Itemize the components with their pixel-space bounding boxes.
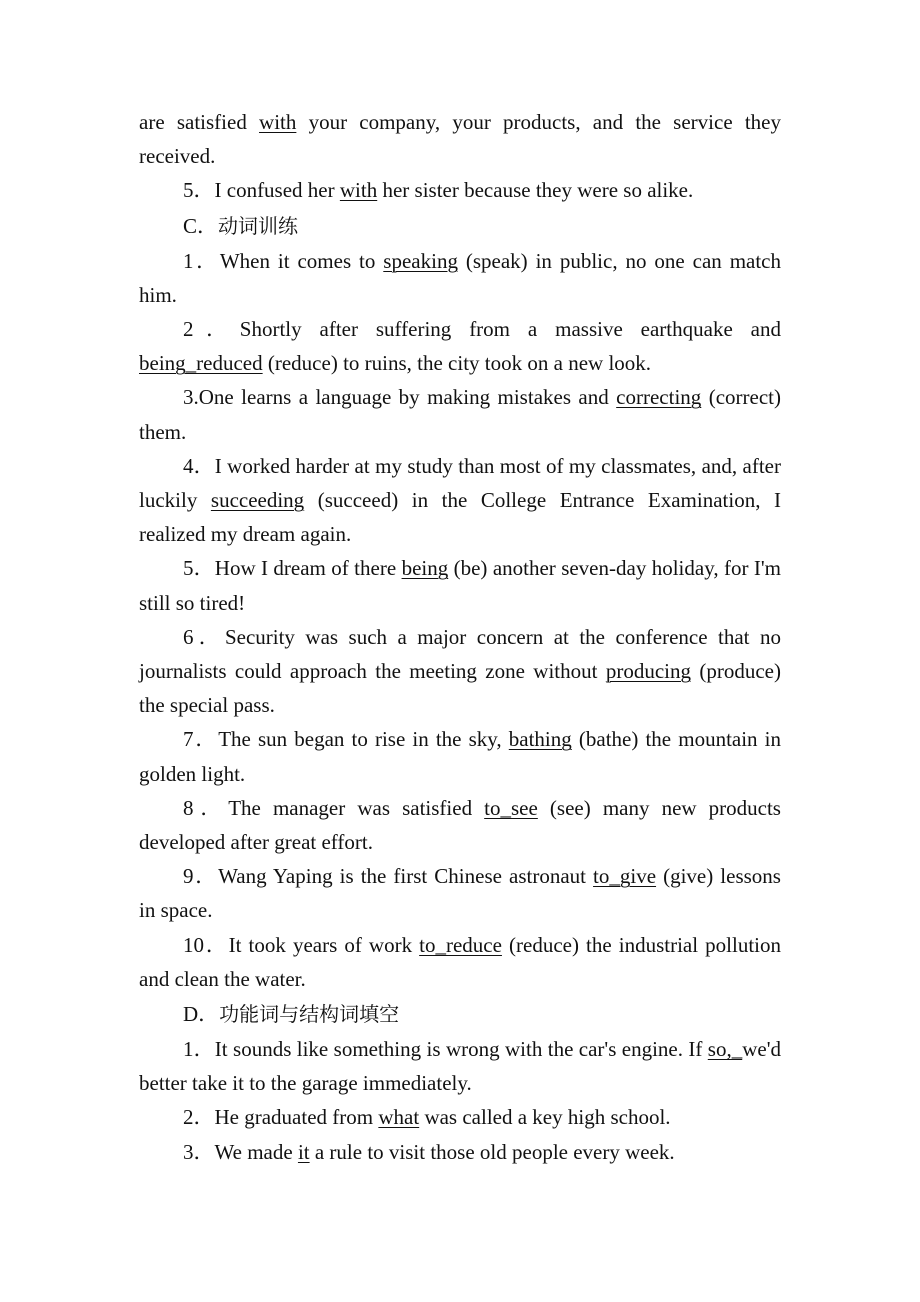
text-segment: are satisfied [139,110,260,134]
answer-underlined: what [378,1105,420,1130]
text-segment: 3.One learns a language by making mistakes and [183,385,617,410]
text-segment: 2．He graduated from [183,1105,379,1130]
answer-underlined: with [259,110,297,134]
answer-underlined: to_see [484,795,538,820]
exercise-item [139,1032,781,1100]
text-segment: 3．We made [183,1139,298,1164]
text-segment: was called a key high school. [419,1105,671,1130]
section-heading [139,996,781,1032]
answer-underlined: being_reduced [139,351,263,376]
text-segment: D． [183,1002,220,1027]
answer-underlined: succeeding [210,488,305,513]
answer-underlined: so,_ [707,1037,743,1062]
text-segment: 5．How I dream of there [183,556,402,581]
text-segment: (bathe) the mountain in golden light. [139,727,781,786]
text-segment: we'd better take it to the garage immediately. [139,1037,781,1096]
section-heading [139,208,781,244]
exercise-item [139,928,781,996]
text-segment: (correct) them. [139,385,781,444]
text-segment: (see) many new products developed after great effort. [139,795,781,855]
exercise-item [139,551,781,619]
text-segment: (produce) the special pass. [139,659,781,718]
exercise-item [139,312,781,380]
answer-underlined: producing [605,659,691,684]
text-segment: your company, your products, and the service they received. [139,110,782,169]
answer-underlined: it [297,1139,310,1164]
document-page [139,105,781,1169]
text-segment: (reduce) the industrial pollution and clean the water. [139,932,781,991]
answer-underlined: speaking [383,248,458,273]
section-title-text: 动词训练 [218,213,299,238]
text-segment: her sister because they were so alike. [377,178,694,203]
exercise-item [139,173,781,207]
paragraph-continuation [139,105,781,173]
text-segment: a rule to visit those old people every week. [309,1139,675,1164]
text-segment: 10．It took years of work [183,932,420,957]
answer-underlined: bathing [508,727,572,752]
text-segment: (succeed) in the College Entrance Examination, I realized my dream again. [139,488,782,547]
text-segment: C． [183,213,219,238]
exercise-item [139,620,781,723]
text-segment: (give) lessons in space. [139,864,781,923]
answer-underlined: to_reduce [419,932,502,957]
exercise-item [139,244,781,312]
text-segment: (reduce) to ruins, the city took on a new look. [262,351,652,376]
text-segment: 5．I confused her [183,178,340,203]
text-segment: (be) another seven-day holiday, for I'm still so tired! [139,556,781,615]
text-segment: 4．I worked harder at my study than most of my classmates, and, after luckily [139,453,781,513]
answer-underlined: correcting [616,385,702,410]
answer-underlined: with [339,178,378,203]
exercise-item [139,380,781,448]
text-segment: 1．When it comes to [183,248,384,273]
text-segment: 1．It sounds like something is wrong with the car's engine. If [183,1037,708,1062]
text-segment: 7．The sun began to rise in the sky, [183,727,509,752]
exercise-item [139,1135,781,1169]
text-segment: 6．Security was such a major concern at the conference that no journalists could approach the meeting zone without [139,624,781,684]
answer-underlined: being [401,556,449,581]
text-segment: (speak) in public, no one can match him. [139,248,782,307]
exercise-item [139,859,781,927]
exercise-item [139,1100,781,1134]
text-segment: 9．Wang Yaping is the first Chinese astronaut [183,864,594,889]
exercise-item [139,791,781,859]
answer-underlined: to_give [593,864,657,889]
exercise-item [139,449,781,552]
section-title-text: 功能词与结构词填空 [219,1002,400,1027]
exercise-item [139,722,781,790]
text-segment: 8．The manager was satisfied [183,795,485,820]
text-segment: 2．Shortly after suffering from a massive earthquake and [183,317,781,342]
